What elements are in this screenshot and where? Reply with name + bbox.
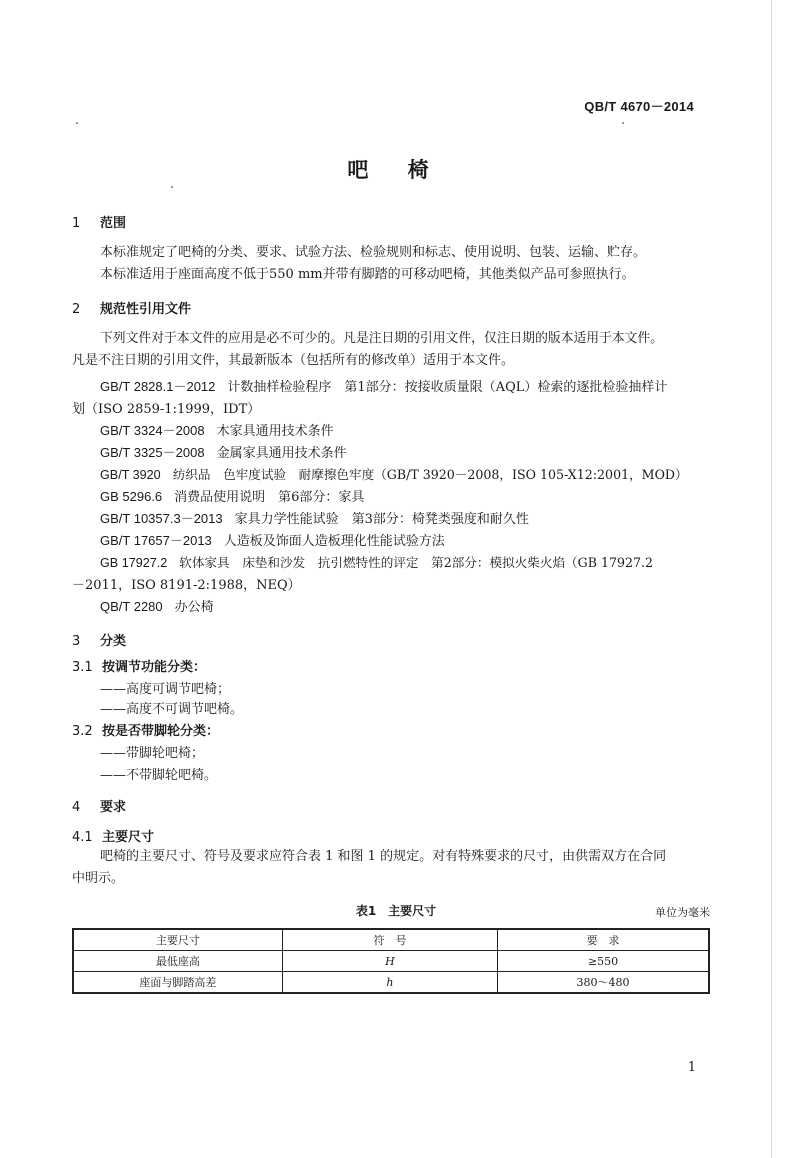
- table-cell: 座面与脚踏高差: [73, 972, 282, 994]
- references-intro-1: 下列文件对于本文件的应用是必不可少的。凡是注日期的引用文件，仅注日期的版本适用于本文件。: [100, 331, 664, 346]
- section-title: 要求: [100, 800, 127, 815]
- section-3-heading: [72, 630, 126, 649]
- references-intro-2: 凡是不注日期的引用文件，其最新版本（包括所有的修改单）适用于本文件。: [72, 353, 515, 368]
- subsection-number: 3.2: [72, 724, 93, 739]
- document-title: 吧 椅: [347, 158, 445, 182]
- table-header-cell: 符 号: [282, 929, 497, 951]
- reference-item: GB/T 17657－2013 人造板及饰面人造板理化性能试验方法: [100, 533, 445, 549]
- dimensions-paragraph-2: 中明示。: [72, 871, 125, 886]
- reference-item: QB/T 2280 办公椅: [100, 599, 214, 615]
- table-cell: 最低座高: [73, 951, 282, 972]
- section-1-heading: [72, 212, 126, 231]
- reference-item: GB/T 3325－2008 金属家具通用技术条件: [100, 445, 347, 461]
- dimensions-table: [72, 928, 710, 994]
- table-header-cell: 要 求: [498, 929, 709, 951]
- reference-item: GB/T 10357.3－2013 家具力学性能试验 第3部分：椅凳类强度和耐久性: [100, 511, 529, 527]
- subsection-3-1-heading: [72, 656, 206, 675]
- subsection-number: 3.1: [72, 660, 93, 675]
- list-item: ——不带脚轮吧椅。: [100, 768, 218, 783]
- standard-code: QB/T 4670－2014: [584, 99, 694, 114]
- subsection-title: 主要尺寸: [102, 830, 155, 845]
- section-2-heading: [72, 298, 191, 317]
- table-cell: 380～480: [498, 972, 709, 994]
- section-title: 范围: [100, 216, 127, 231]
- scan-speck: [171, 186, 173, 188]
- list-item: ——高度不可调节吧椅。: [100, 702, 244, 717]
- section-4-heading: [72, 796, 126, 815]
- table-unit-note: 单位为毫米: [655, 906, 710, 919]
- list-item: ——高度可调节吧椅；: [100, 682, 231, 697]
- section-number: 1: [72, 216, 81, 231]
- scan-speck: [76, 122, 78, 124]
- page-number: 1: [687, 1060, 696, 1075]
- section-number: 4: [72, 800, 81, 815]
- subsection-4-1-heading: [72, 826, 154, 845]
- subsection-number: 4.1: [72, 830, 93, 845]
- table-cell: h: [282, 972, 497, 994]
- table-header-cell: 主要尺寸: [73, 929, 282, 951]
- subsection-3-2-heading: [72, 720, 219, 739]
- reference-item: GB 5296.6 消费品使用说明 第6部分：家具: [100, 489, 365, 505]
- scope-paragraph-2: 本标准适用于座面高度不低于550 mm并带有脚踏的可移动吧椅，其他类似产品可参照执行。: [100, 267, 635, 282]
- table-row: [73, 951, 709, 972]
- scan-speck: [622, 122, 624, 124]
- table-caption: 表1 主要尺寸: [355, 904, 437, 918]
- reference-item-continuation: 划（ISO 2859-1:1999，IDT）: [72, 402, 261, 417]
- table-cell: ≥550: [498, 951, 709, 972]
- section-title: 分类: [100, 634, 127, 649]
- table-header-row: [73, 929, 709, 951]
- scope-paragraph-1: 本标准规定了吧椅的分类、要求、试验方法、检验规则和标志、使用说明、包装、运输、贮存。: [100, 245, 647, 260]
- section-number: 2: [72, 302, 81, 317]
- reference-item-continuation: －2011，ISO 8191-2:1988，NEQ）: [72, 578, 301, 593]
- subsection-title: 按调节功能分类：: [102, 660, 207, 675]
- table-cell: H: [282, 951, 497, 972]
- reference-item: GB/T 2828.1－2012 计数抽样检验程序 第1部分：按接收质量限（AQL）检索的逐批检验抽样计: [100, 379, 668, 395]
- table-row: [73, 972, 709, 994]
- reference-item: GB/T 3920 纺织品 色牢度试验 耐摩擦色牢度（GB/T 3920－2008，ISO 105-X12:2001，MOD）: [100, 467, 688, 482]
- list-item: ——带脚轮吧椅；: [100, 746, 205, 761]
- reference-item: GB/T 3324－2008 木家具通用技术条件: [100, 423, 334, 439]
- reference-item: GB 17927.2 软体家具 床垫和沙发 抗引燃特性的评定 第2部分：模拟火柴火焰（GB 17927.2: [100, 555, 654, 570]
- subsection-title: 按是否带脚轮分类：: [102, 724, 220, 739]
- section-title: 规范性引用文件: [100, 302, 192, 317]
- section-number: 3: [72, 634, 81, 649]
- dimensions-paragraph-1: 吧椅的主要尺寸、符号及要求应符合表 1 和图 1 的规定。对有特殊要求的尺寸，由供需双方在合同: [100, 849, 667, 864]
